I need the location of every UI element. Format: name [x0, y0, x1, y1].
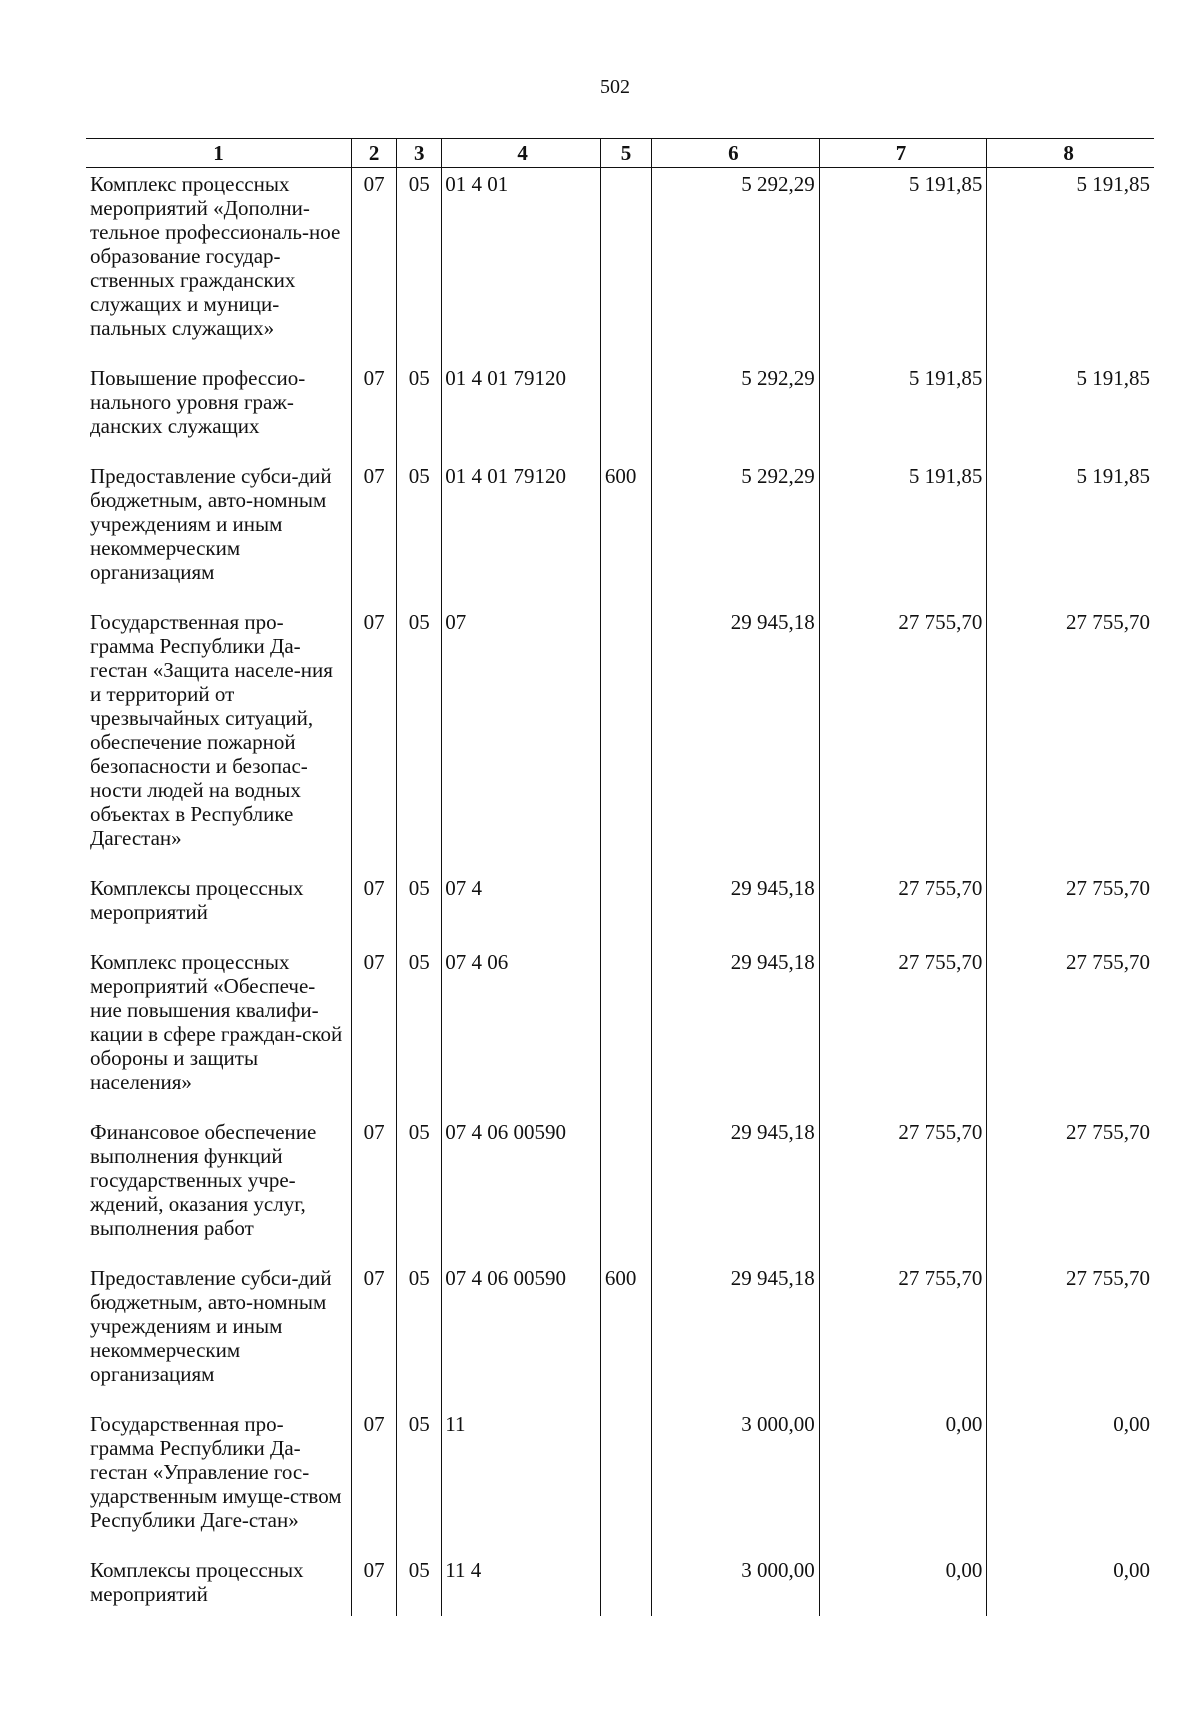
row-kind-cell: 600	[600, 1262, 651, 1408]
budget-table	[86, 138, 1154, 1616]
table-row	[86, 362, 1154, 460]
row-kind-cell	[600, 1408, 651, 1554]
column-header: 1	[86, 139, 351, 168]
table-row	[86, 872, 1154, 946]
row-amount-3-cell: 5 191,85	[987, 168, 1154, 363]
row-subsection-cell: 05	[397, 168, 442, 363]
row-code-cell: 07 4	[442, 872, 601, 946]
row-kind-cell	[600, 872, 651, 946]
page-number: 502	[600, 76, 630, 98]
row-kind-cell	[600, 606, 651, 872]
column-header: 5	[600, 139, 651, 168]
table-row	[86, 606, 1154, 872]
table-row	[86, 1262, 1154, 1408]
row-kind-cell	[600, 1554, 651, 1616]
table-row	[86, 946, 1154, 1116]
row-kind-cell: 600	[600, 460, 651, 606]
row-name-cell: Комплексы процессных мероприятий	[90, 876, 304, 924]
row-amount-3-cell: 27 755,70	[987, 946, 1154, 1116]
header-row	[86, 139, 1154, 168]
row-amount-3-cell: 27 755,70	[987, 872, 1154, 946]
row-section-cell: 07	[351, 606, 396, 872]
row-section-cell: 07	[351, 872, 396, 946]
row-amount-2-cell: 5 191,85	[819, 168, 987, 363]
row-amount-1-cell: 5 292,29	[652, 362, 820, 460]
row-amount-3-cell: 5 191,85	[987, 362, 1154, 460]
row-amount-2-cell: 5 191,85	[819, 362, 987, 460]
row-name-cell: Комплекс процессных мероприятий «Дополни-тельное профессиональ-ное образование государ-ственных гражданских служащих и муници-пальных служащих»	[90, 172, 341, 340]
row-amount-2-cell: 5 191,85	[819, 460, 987, 606]
row-amount-3-cell: 27 755,70	[987, 606, 1154, 872]
row-amount-1-cell: 29 945,18	[652, 946, 820, 1116]
row-code-cell: 07 4 06	[442, 946, 601, 1116]
column-header: 3	[397, 139, 442, 168]
row-amount-1-cell: 3 000,00	[652, 1554, 820, 1616]
row-amount-1-cell: 29 945,18	[652, 1116, 820, 1262]
table-row	[86, 460, 1154, 606]
row-amount-2-cell: 27 755,70	[819, 872, 987, 946]
table-row	[86, 1408, 1154, 1554]
row-amount-3-cell: 5 191,85	[987, 460, 1154, 606]
row-amount-1-cell: 29 945,18	[652, 872, 820, 946]
row-section-cell: 07	[351, 946, 396, 1116]
row-name-cell: Государственная про-грамма Республики Да-гестан «Управление гос-ударственным имуще-ством Республики Даге-стан»	[90, 1412, 342, 1532]
column-header: 4	[442, 139, 601, 168]
row-name-cell: Повышение профессио-нального уровня граж-данских служащих	[90, 366, 306, 438]
row-code-cell: 11	[442, 1408, 601, 1554]
row-amount-1-cell: 29 945,18	[652, 1262, 820, 1408]
row-section-cell: 07	[351, 1116, 396, 1262]
row-code-cell: 07 4 06 00590	[442, 1262, 601, 1408]
column-header: 7	[819, 139, 987, 168]
row-amount-2-cell: 27 755,70	[819, 946, 987, 1116]
row-subsection-cell: 05	[397, 1408, 442, 1554]
row-kind-cell	[600, 168, 651, 363]
row-amount-1-cell: 5 292,29	[652, 460, 820, 606]
row-kind-cell	[600, 1116, 651, 1262]
row-section-cell: 07	[351, 362, 396, 460]
table-row	[86, 168, 1154, 363]
row-code-cell: 01 4 01 79120	[442, 460, 601, 606]
table-row	[86, 1116, 1154, 1262]
row-name-cell: Государственная про-грамма Республики Да-гестан «Защита населе-ния и территорий от чрезвычайных ситуаций, обеспечение пожарной безопасности и безопас-ности людей на водных объектах в Республике Дагестан»	[90, 610, 333, 850]
row-subsection-cell: 05	[397, 460, 442, 606]
row-section-cell: 07	[351, 1262, 396, 1408]
row-amount-2-cell: 0,00	[819, 1408, 987, 1554]
row-amount-2-cell: 0,00	[819, 1554, 987, 1616]
row-subsection-cell: 05	[397, 872, 442, 946]
table-body	[86, 168, 1154, 1617]
row-amount-1-cell: 3 000,00	[652, 1408, 820, 1554]
row-amount-3-cell: 27 755,70	[987, 1262, 1154, 1408]
row-kind-cell	[600, 946, 651, 1116]
row-name-cell: Предоставление субси-дий бюджетным, авто-номным учреждениям и иным некоммерческим организациям	[90, 1266, 332, 1386]
row-subsection-cell: 05	[397, 1554, 442, 1616]
column-header: 8	[987, 139, 1154, 168]
column-header: 2	[351, 139, 396, 168]
row-amount-3-cell: 0,00	[987, 1554, 1154, 1616]
row-subsection-cell: 05	[397, 1116, 442, 1262]
row-section-cell: 07	[351, 168, 396, 363]
row-amount-2-cell: 27 755,70	[819, 1116, 987, 1262]
row-name-cell: Комплексы процессных мероприятий	[90, 1558, 304, 1606]
row-code-cell: 11 4	[442, 1554, 601, 1616]
row-subsection-cell: 05	[397, 946, 442, 1116]
row-section-cell: 07	[351, 1554, 396, 1616]
row-amount-1-cell: 5 292,29	[652, 168, 820, 363]
row-section-cell: 07	[351, 460, 396, 606]
row-code-cell: 07	[442, 606, 601, 872]
row-amount-3-cell: 27 755,70	[987, 1116, 1154, 1262]
column-header: 6	[652, 139, 820, 168]
row-subsection-cell: 05	[397, 1262, 442, 1408]
row-code-cell: 07 4 06 00590	[442, 1116, 601, 1262]
row-code-cell: 01 4 01	[442, 168, 601, 363]
row-code-cell: 01 4 01 79120	[442, 362, 601, 460]
row-section-cell: 07	[351, 1408, 396, 1554]
row-amount-2-cell: 27 755,70	[819, 1262, 987, 1408]
row-kind-cell	[600, 362, 651, 460]
row-amount-3-cell: 0,00	[987, 1408, 1154, 1554]
table-row	[86, 1554, 1154, 1616]
row-name-cell: Комплекс процессных мероприятий «Обеспече-ние повышения квалифи-кации в сфере граждан-ской обороны и защиты населения»	[90, 950, 343, 1094]
row-subsection-cell: 05	[397, 362, 442, 460]
row-amount-1-cell: 29 945,18	[652, 606, 820, 872]
row-subsection-cell: 05	[397, 606, 442, 872]
row-name-cell: Финансовое обеспечение выполнения функций государственных учре-ждений, оказания услуг, выполнения работ	[90, 1120, 317, 1240]
row-amount-2-cell: 27 755,70	[819, 606, 987, 872]
row-name-cell: Предоставление субси-дий бюджетным, авто-номным учреждениям и иным некоммерческим организациям	[90, 464, 332, 584]
